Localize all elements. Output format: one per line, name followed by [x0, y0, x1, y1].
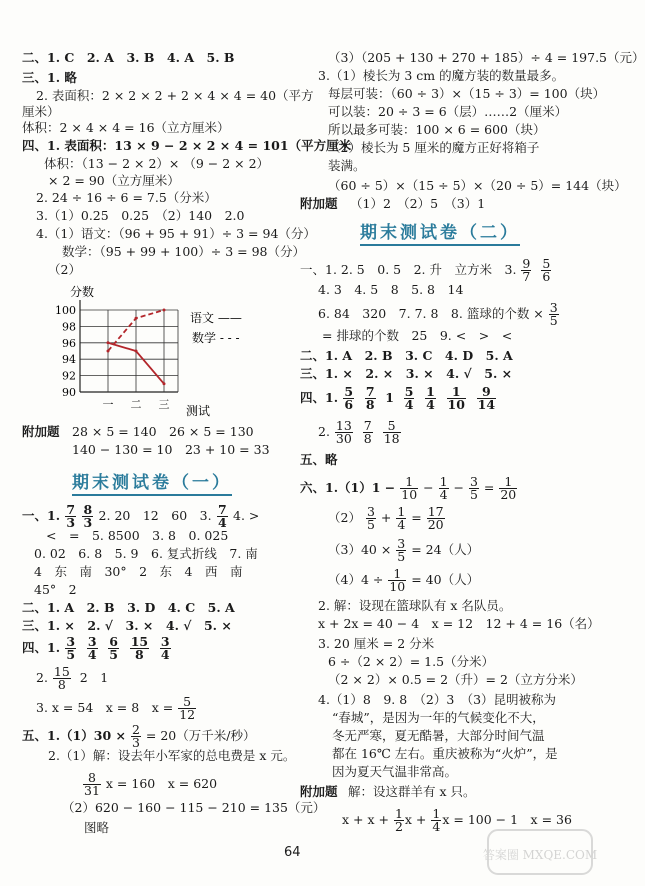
answer-line: < = 5. 8500 3. 8 0. 025 [46, 528, 229, 543]
data-point [107, 350, 110, 353]
fraction: $\frac{5}{6}$ [542, 256, 551, 284]
x-tick-label: 一 [102, 398, 114, 411]
answer-line: “春城”，是因为一年的气候变化不大， [332, 710, 545, 725]
answer-line: 3. 20 厘米 = 2 分米 [318, 636, 435, 651]
fraction: $\frac{1}{10}$ [447, 384, 465, 412]
answer-line: （4）4 ÷ $\frac{1}{10}$ = 40（人） [328, 566, 480, 594]
answer-line: 2.（1）解：设去年小军家的总电费是 x 元。 [48, 748, 296, 763]
answer-line: 数学：（95 + 99 + 100）÷ 3 = 98（分） [62, 244, 305, 259]
fraction: $\frac{8}{31}$ [84, 770, 100, 798]
bonus-label: 附加题 [300, 196, 338, 211]
answer-line: 所以最多可装：100 × 6 = 600（块） [328, 122, 546, 137]
chart-y-ticks [55, 304, 76, 399]
answer-line: 一、1. 2. 5 0. 5 2. 升 立方米 3. $\frac{9}{7}$ $\frac{5}{6}$ [300, 256, 551, 284]
answer-line: $\frac{8}{31}$ x = 160 x = 620 [84, 770, 218, 798]
watermark-logo [482, 826, 598, 878]
fraction: $\frac{5}{18}$ [383, 418, 400, 446]
answer-line: 0. 02 6. 8 5. 9 6. 复式折线 7. 南 [34, 546, 258, 561]
answer-line: 四、1. $\frac{5}{6}$ $\frac{7}{8}$ 1 $\frac{5}{4}$ $\frac{1}{4}$ $\frac{1}{10}$ $\frac{9}{14}$ [300, 384, 496, 412]
fraction: $\frac{1}{10}$ [401, 474, 418, 502]
answer-line: 每层可装：（60 ÷ 3）×（15 ÷ 3）= 100（块） [328, 86, 606, 101]
answer-line: 6. 84 320 7. 7. 8 8. 篮球的个数 × $\frac{3}{5}$ [318, 300, 558, 328]
answer-line: 6 ÷（2 × 2）= 1.5（分米） [328, 654, 495, 669]
answer-line: 六、1.（1）1 − $\frac{1}{10}$ − $\frac{1}{4}$ − $\frac{3}{5}$ = $\frac{1}{20}$ [300, 474, 517, 502]
answer-line: 因为夏天气温非常高。 [332, 764, 458, 779]
fraction: $\frac{2}{3}$ [131, 722, 140, 750]
answer-line: 3.（1）0.25 0.25 （2）140 2.0 [36, 208, 245, 223]
y-tick-label: 90 [62, 386, 76, 399]
data-point [107, 341, 110, 344]
fraction: $\frac{3}{5}$ [397, 536, 406, 564]
answer-line: （2） [48, 262, 81, 277]
fraction: $\frac{1}{4}$ [432, 806, 441, 834]
fraction: $\frac{8}{3}$ [83, 502, 93, 530]
data-point [135, 317, 138, 320]
y-tick-label: 96 [62, 336, 76, 350]
fraction: $\frac{7}{3}$ [66, 502, 76, 530]
answer-line: x + 2x = 40 − 4 x = 12 12 + 4 = 16（名） [318, 616, 600, 631]
watermark-text: 答案圈 MXQE.COM [482, 848, 598, 862]
chart-x-ticks [103, 398, 170, 411]
answer-line: 解：设这群羊有 x 只。 [348, 784, 476, 799]
answer-line: （60 ÷ 5）×（15 ÷ 5）×（20 ÷ 5）= 144（块） [328, 178, 627, 193]
fraction: $\frac{15}{8}$ [130, 634, 149, 662]
fraction: $\frac{3}{5}$ [366, 504, 375, 532]
answer-line: 4. 3 4. 5 8 5. 8 14 [318, 282, 464, 297]
answer-line: 五、略 [300, 452, 338, 467]
legend-math: 数学 - - - [192, 331, 240, 345]
x-tick-label: 三 [158, 398, 170, 411]
answer-line: （1）2 （2）5 （3）1 [350, 196, 486, 211]
y-tick-label: 98 [62, 320, 76, 334]
fraction: $\frac{1}{4}$ [426, 384, 435, 412]
answer-line: 三、1. × 2. √ 3. × 4. √ 5. × [22, 618, 232, 633]
fraction: $\frac{7}{8}$ [363, 418, 372, 446]
answer-line: × 2 = 90（立方厘米） [48, 173, 180, 188]
data-point [163, 382, 166, 385]
fraction: $\frac{17}{20}$ [427, 504, 444, 532]
y-tick-label: 92 [62, 369, 76, 383]
fraction: $\frac{9}{14}$ [477, 384, 496, 412]
fraction: $\frac{13}{30}$ [335, 418, 352, 446]
answer-line: 3.（1）棱长为 3 cm 的魔方装的数量最多。 [318, 68, 565, 83]
answer-line: 三、1. 略 [22, 70, 77, 85]
fraction: $\frac{3}{5}$ [549, 300, 558, 328]
y-tick-label: 100 [55, 304, 76, 317]
answer-line: 2. 表面积：2 × 2 × 2 + 2 × 4 × 4 = 40（平方 [36, 88, 314, 103]
answer-line: 二、1. C 2. A 3. B 4. A 5. B [22, 50, 235, 65]
page-number: 64 [284, 845, 301, 860]
answer-line: 3. x = 54 x = 8 x = $\frac{5}{12}$ [36, 694, 196, 722]
answer-line: 4 东 南 30° 2 东 4 西 南 [34, 564, 243, 579]
answer-line: 可以装：20 ÷ 3 = 6（层）……2（厘米） [328, 104, 568, 119]
answer-line: 45° 2 [34, 582, 77, 597]
fraction: $\frac{3}{5}$ [469, 474, 478, 502]
fraction: $\frac{1}{20}$ [500, 474, 517, 502]
data-point [163, 309, 166, 312]
answer-line: 体积：（13 − 2 × 2）× （9 − 2 × 2） [44, 156, 270, 171]
answer-line: 4.（1）8 9. 8 （2）3 （3）昆明被称为 [318, 692, 557, 707]
legend-chinese: 语文 —— [190, 311, 242, 325]
fraction: $\frac{9}{7}$ [522, 256, 531, 284]
fraction: $\frac{1}{2}$ [394, 806, 403, 834]
bonus-label: 附加题 [22, 424, 60, 439]
chart-ylabel: 分数 [70, 285, 95, 299]
fraction: $\frac{3}{5}$ [66, 634, 76, 662]
chart-xlabel: 测试 [186, 404, 211, 418]
data-point [135, 350, 138, 353]
answer-line: 一、1. $\frac{7}{3}$ $\frac{8}{3}$ 2. 20 12 60 3. $\frac{7}{4}$ 4. > [22, 502, 260, 530]
answer-line: 装满。 [328, 158, 366, 173]
answer-line: 2. $\frac{13}{30}$ $\frac{7}{8}$ $\frac{5}{18}$ [318, 418, 400, 446]
fraction: $\frac{1}{4}$ [439, 474, 448, 502]
exam-1-title: 期末测试卷（一） [72, 468, 232, 496]
fraction: $\frac{7}{4}$ [217, 502, 227, 530]
x-tick-label: 二 [130, 398, 142, 411]
answer-line: 图略 [84, 820, 110, 835]
answer-line: 4.（1）语文：（96 + 95 + 91）÷ 3 = 94（分） [36, 226, 316, 241]
answer-line: （2）棱长为 5 厘米的魔方正好将箱子 [328, 140, 540, 155]
fraction: $\frac{3}{4}$ [87, 634, 97, 662]
answer-line: 二、1. A 2. B 3. D 4. C 5. A [22, 600, 235, 615]
bonus-label: 附加题 [300, 784, 338, 799]
answer-line: 三、1. × 2. × 3. × 4. √ 5. × [300, 366, 513, 381]
score-line-chart [40, 280, 260, 420]
answer-line: 140 − 130 = 10 23 + 10 = 33 [72, 442, 270, 457]
answer-line: 28 × 5 = 140 26 × 5 = 130 [72, 424, 254, 439]
fraction: $\frac{15}{8}$ [53, 664, 70, 692]
fraction: $\frac{5}{6}$ [344, 384, 354, 412]
answer-line: 2. 24 ÷ 16 ÷ 6 = 7.5（分米） [36, 190, 217, 205]
answer-line: = 排球的个数 25 9. < > < [322, 328, 513, 343]
answer-line: x + x + $\frac{1}{2}$ x + $\frac{1}{4}$ x = 100 − 1 x = 36 [342, 806, 572, 834]
answer-line: 都在 16℃ 左右。重庆被称为“火炉”，是 [332, 746, 558, 761]
fraction: $\frac{6}{5}$ [109, 634, 118, 662]
answer-line: （2） $\frac{3}{5}$ + $\frac{1}{4}$ = $\frac{17}{20}$ [328, 504, 444, 532]
answer-line: 2. 解：设现在篮球队有 x 名队员。 [318, 598, 512, 613]
fraction: $\frac{5}{4}$ [404, 384, 414, 412]
fraction: $\frac{1}{4}$ [397, 504, 406, 532]
answer-line: 体积：2 × 4 × 4 = 16（立方厘米） [22, 120, 230, 135]
answer-line: 二、1. A 2. B 3. C 4. D 5. A [300, 348, 513, 363]
fraction: $\frac{5}{12}$ [179, 694, 196, 722]
answer-line: （2）620 − 160 − 115 − 210 = 135（元） [62, 800, 326, 815]
fraction: $\frac{7}{8}$ [365, 384, 375, 412]
y-tick-label: 94 [62, 353, 76, 367]
fraction: $\frac{3}{4}$ [160, 634, 170, 662]
answer-line: 2. $\frac{15}{8}$ 2 1 [36, 664, 109, 692]
exam-2-title: 期末测试卷（二） [360, 218, 520, 246]
answer-line: （3）（205 + 130 + 270 + 185）÷ 4 = 197.5（元） [328, 50, 645, 65]
answer-line: 冬无严寒，夏无酷暑，大部分时间气温 [332, 728, 545, 743]
answer-line: 四、1. 表面积：13 × 9 − 2 × 2 × 4 = 101（平方厘米 [22, 138, 352, 153]
answer-line: 厘米） [22, 104, 60, 119]
answer-line: 四、1. $\frac{3}{5}$ $\frac{3}{4}$ $\frac{6}{5}$ $\frac{15}{8}$ $\frac{3}{4}$ [22, 634, 170, 662]
answer-line: （3）40 × $\frac{3}{5}$ = 24（人） [328, 536, 480, 564]
chart-grid [80, 300, 178, 392]
answer-line: 五、1.（1）30 × $\frac{2}{3}$ = 20（万千米/秒） [22, 722, 256, 750]
fraction: $\frac{1}{10}$ [389, 566, 406, 594]
answer-line: （2 × 2）× 0.5 = 2（升）= 2（立方分米） [328, 672, 583, 687]
